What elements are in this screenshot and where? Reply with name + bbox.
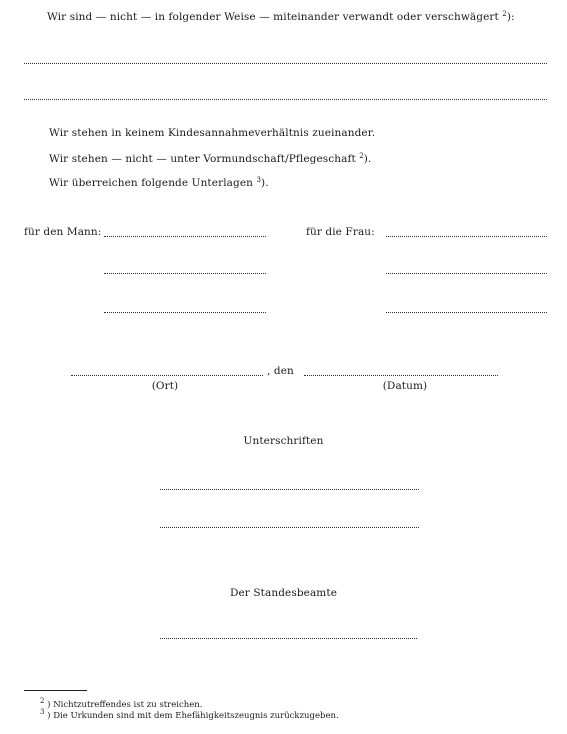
place-line[interactable] bbox=[71, 375, 263, 376]
relation-statement bbox=[47, 10, 515, 23]
documents-period: ). bbox=[261, 177, 269, 189]
man-document-line-1[interactable] bbox=[104, 236, 266, 237]
documents-statement bbox=[49, 176, 269, 189]
man-label: für den Mann: bbox=[24, 226, 102, 238]
footnote-mark: 2 bbox=[40, 697, 45, 705]
woman-document-line-2[interactable] bbox=[386, 273, 547, 274]
man-document-line-3[interactable] bbox=[104, 312, 266, 313]
relation-line-2[interactable] bbox=[24, 99, 547, 100]
woman-document-line-1[interactable] bbox=[386, 236, 547, 237]
date-connector: , den bbox=[267, 365, 294, 377]
date-line[interactable] bbox=[304, 375, 498, 376]
signatures-heading: Unterschriften bbox=[243, 435, 324, 447]
relation-line-1[interactable] bbox=[24, 63, 547, 64]
documents-text: Wir überreichen folgende Unterlagen bbox=[49, 177, 257, 189]
woman-label: für die Frau: bbox=[306, 226, 375, 238]
signature-line-1[interactable] bbox=[160, 489, 419, 490]
place-caption: (Ort) bbox=[151, 380, 179, 392]
man-document-line-2[interactable] bbox=[104, 273, 266, 274]
footnote-ref: 3 bbox=[256, 176, 262, 184]
guardianship-statement bbox=[49, 152, 371, 165]
registrar-heading: Der Standesbeamte bbox=[229, 587, 338, 599]
adoption-statement: Wir stehen in keinem Kindesannahmeverhältnis zueinander. bbox=[49, 127, 376, 139]
footnote-mark: 3 bbox=[40, 708, 45, 716]
footnote-text: ) Die Urkunden sind mit dem Ehefähigkeitszeugnis zurückzugeben. bbox=[47, 711, 339, 721]
registrar-signature-line[interactable] bbox=[160, 638, 417, 639]
footnote-text: ) Nichtzutreffendes ist zu streichen. bbox=[47, 700, 203, 710]
date-caption: (Datum) bbox=[382, 380, 428, 392]
footnote-3 bbox=[40, 708, 339, 721]
guardianship-text: Wir stehen — nicht — unter Vormundschaft/Pflegeschaft bbox=[49, 153, 360, 165]
footnote-rule bbox=[24, 690, 87, 691]
guardianship-period: ). bbox=[363, 153, 372, 165]
relation-colon: ): bbox=[506, 11, 515, 23]
footnote-ref: 2 bbox=[359, 152, 364, 160]
footnote-ref: 2 bbox=[502, 10, 507, 18]
relation-text: Wir sind — nicht — in folgender Weise — miteinander verwandt oder verschwägert bbox=[47, 11, 503, 23]
signature-line-2[interactable] bbox=[160, 527, 419, 528]
woman-document-line-3[interactable] bbox=[386, 312, 547, 313]
